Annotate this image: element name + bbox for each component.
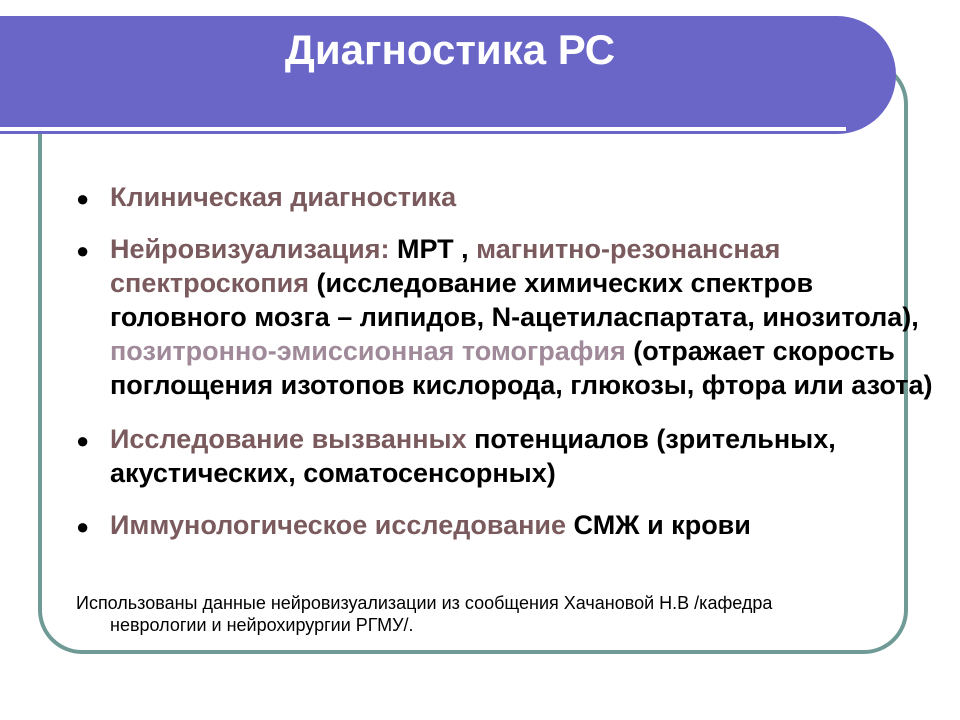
bullet-text-highlight: позитронно-эмиссионная томография	[110, 336, 626, 366]
bullet-text-highlight: Клиническая диагностика	[110, 182, 457, 212]
bullet-list	[76, 180, 936, 542]
bullet-evoked-potentials	[76, 422, 936, 490]
slide-title: Диагностика РС	[284, 26, 616, 73]
footnote-line-1: Использованы данные нейровизуализации из сообщения Хачановой Н.В /кафедра	[76, 593, 773, 613]
bullet-text: (отражает скорость поглощения изотопов кислорода, глюкозы, фтора или азота)	[110, 336, 933, 400]
bullet-dot-icon: ●	[76, 186, 90, 211]
bullet-immunological	[76, 508, 936, 542]
bullet-neuroimaging	[76, 232, 936, 402]
bullet-dot-icon: ●	[76, 238, 90, 263]
bullet-text-highlight: магнитно-резонансная спектроскопия	[110, 234, 781, 298]
footnote	[76, 592, 916, 636]
bullet-text: потенциалов (зрительных, акустических, соматосенсорных)	[110, 424, 836, 488]
bullet-text-highlight: Нейровизуализация:	[110, 234, 390, 264]
title-underline	[0, 127, 846, 131]
bullet-text-highlight: Исследование вызванных	[110, 424, 467, 454]
bullet-clinical	[76, 180, 936, 214]
bullet-text: СМЖ и крови	[566, 510, 751, 540]
footnote-line-2: неврологии и нейрохирургии РГМУ/.	[110, 615, 414, 635]
bullet-text-highlight: Иммунологическое исследование	[110, 510, 567, 540]
bullet-dot-icon: ●	[76, 428, 90, 453]
bullet-dot-icon: ●	[76, 514, 90, 539]
bullet-text: МРТ ,	[389, 234, 469, 264]
bullet-text: (исследование химических спектров головного мозга – липидов, N-ацетиласпартата, инозитола),	[110, 268, 919, 332]
